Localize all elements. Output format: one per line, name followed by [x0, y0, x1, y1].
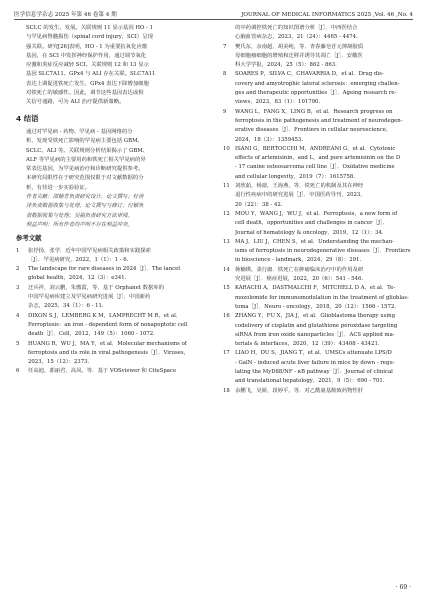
references-heading: 参考文献 — [16, 234, 42, 243]
reference-text — [235, 182, 415, 210]
reference-line: lating the MyD88/NF - κB pathway［J］．Journal of clinical — [235, 368, 393, 375]
reference-line: The landscape for rare diseases in 2024［J］．The lancet — [28, 266, 181, 273]
conflict-statement: 利益声明：所有作者均声明不存在利益冲突。 — [26, 221, 133, 228]
reference-line: codelivery of cisplatin and glutathione peroxidase targeting — [235, 322, 398, 329]
reference-item — [223, 210, 415, 238]
reference-item — [223, 312, 415, 349]
reference-text — [235, 43, 415, 71]
reference-line: 张抒扬，张学．近年中国罕见病相关政策和实践探索 — [28, 247, 151, 254]
reference-line: 科大学学报，2024，25（5）：862 - 863. — [235, 62, 337, 69]
reference-item — [16, 247, 206, 266]
reference-number: 7 — [223, 43, 227, 50]
text-line: 基因，在 SCI 中发挥神经保护作用，通过调节氧化 — [26, 52, 147, 59]
text-line: 析，有待进一步实验验证。 — [26, 184, 91, 191]
reference-item — [223, 349, 415, 386]
reference-item — [16, 265, 206, 284]
reference-line: 2024，18（3）：1359453. — [235, 136, 303, 143]
reference-item — [223, 387, 415, 396]
reference-line: 迂兵祥，刘云鹏，朱傲霞，等．基于 Orphanet 数据库的 — [28, 284, 165, 291]
reference-line: ［J］．罕见病研究，2022，1（1）：1 - 6. — [28, 256, 129, 263]
reference-number: 13 — [223, 238, 230, 245]
reference-text — [235, 387, 415, 396]
reference-line: 中国罕见病库建立及罕见病研究进展［J］．中国新药 — [28, 294, 151, 301]
reference-item — [16, 312, 206, 340]
text-line: 本研究局限性在于研究范围仅限于对文献数据的分 — [26, 175, 144, 182]
reference-number: 1 — [16, 247, 20, 254]
reference-line: 杂志，2025，34（1）：6 - 11. — [28, 303, 104, 310]
reference-number: 12 — [223, 210, 230, 217]
reference-text — [235, 284, 415, 312]
reference-line: - GalN - induced acute liver failure in mice by down - regu- — [235, 359, 395, 366]
reference-number: 6 — [16, 368, 20, 375]
reference-number: 10 — [223, 145, 230, 152]
reference-item — [223, 266, 415, 285]
reference-line: ferroptosis and its role in viral pathogenesis［J］．Viruses， — [28, 349, 190, 356]
text-line: SCLC、ALI 等。关联规则分析结果揭示了 GBM、 — [26, 147, 149, 154]
reference-text — [235, 238, 415, 266]
reference-line: 的中药调控铁死亡的知识图谱分析［J］．中西医结合 — [235, 25, 358, 31]
reference-line: SOARES P，SILVA C，CHAVARRIA D，et al．Drug dis- — [235, 71, 384, 78]
reference-line: isms of ferroptosis in neurodegenerative diseases［J］．Frontiers — [235, 248, 411, 255]
reference-number: 3 — [16, 284, 20, 291]
text-line: 强关联。研究[26]表明，HO - 1 为重要抗氧化应激 — [26, 43, 148, 50]
reference-line: MA J，LIU J，CHEN S，et al．Understanding the mechan- — [235, 238, 394, 245]
reference-line: KARACHI A，DASTMALCHI F，MITCHELL D A，et al．Te- — [235, 285, 396, 292]
reference-item — [223, 182, 415, 210]
references-list — [16, 247, 206, 377]
reference-text — [235, 70, 415, 107]
reference-number: 18 — [223, 387, 230, 394]
reference-line: 余鹏飞，吴娇，段婷平，等．对乙酰氨基酚致药物性肝 — [235, 387, 364, 394]
conclusion-heading: 4 结语 — [16, 113, 39, 123]
reference-line: DIXON S J，LEMBERG K M，LAMPRECHT M R，et al． — [28, 312, 182, 319]
reference-line: effects of artemisinin，and L，and pure artemisinin on the D — [235, 155, 401, 162]
reference-text — [235, 312, 415, 349]
text-line: 与罕见病脊髓损伤（spinal cord injury，SCI）呈现 — [26, 34, 153, 41]
reference-text — [28, 312, 206, 340]
reference-text — [235, 349, 415, 386]
reference-number: 8 — [223, 71, 227, 78]
reference-line: HUANG R，WU J，MA Y，et al．Molecular mechanisms of — [28, 340, 187, 347]
text-line: 关信号通路，可为 ALI 治疗提供新策略。 — [26, 99, 125, 106]
reference-line: mozolomide for immunomodulation in the treatment of glioblas- — [235, 294, 409, 301]
reference-item — [223, 70, 415, 107]
reference-number: 5 — [16, 340, 20, 347]
reference-line: 母细胞瘤细胞的增殖和迁移并诱导其凋亡［J］．安徽医 — [235, 52, 363, 59]
reference-line: 20（22）：38 - 42. — [235, 201, 283, 208]
reference-item — [223, 43, 415, 71]
reference-line: 刘欣茹，杨凛，王海燕，等．铁死亡的机制及其在神经 — [235, 183, 364, 190]
text-line: SCI.C 的发生、发展。关联规则 11 显示基因 HO - 1 — [26, 25, 154, 31]
reference-text — [235, 145, 415, 182]
discussion-paragraph — [16, 24, 206, 108]
conclusion-paragraph — [16, 128, 206, 193]
reference-line: views，2023，83（1）：101790. — [235, 99, 321, 106]
reference-line: and translational hepatology，2021，9（5）：690 - 701. — [235, 378, 385, 385]
reference-line: 2023，15（12）：2373. — [28, 359, 90, 366]
reference-line: ges and therapeutic opportunities［J］．Ageing research re- — [235, 90, 397, 97]
reference-line: 究进展［J］．癌症进展，2022，20（6）：541 - 546. — [235, 276, 364, 283]
reference-item — [223, 238, 415, 266]
reference-text — [235, 108, 415, 145]
reference-text — [28, 367, 206, 376]
reference-item — [223, 145, 415, 182]
reference-line: toma［J］．Neuro - oncology，2018，20（12）：1566 - 1572. — [235, 303, 396, 310]
reference-number: 4 — [16, 312, 20, 319]
reference-text — [235, 266, 415, 285]
reference-line: ZHANG Y，FU X，JIA J，et al．Glioblastoma therapy using — [235, 313, 396, 320]
right-column — [223, 24, 415, 396]
reference-item — [223, 284, 415, 312]
text-line: 常表达基因，为罕见病治疗和诊断研究提供参考。 — [26, 166, 144, 173]
reference-line: - 17 canine osteosarcoma cell line［J］．Oxidative medicine — [235, 164, 395, 171]
reference-line: 蒋楠瑛，柔行庸．铁死亡在肿瘤临床治疗中的作用及研 — [235, 266, 364, 273]
text-line: 对铁死亡的敏感性。因此，调节这些基因表达或相 — [26, 90, 144, 97]
reference-line: 任高迪，郭丽君，高凤，等．基于 VOSviewer 和 CiteSpace — [28, 368, 177, 375]
header-left: 医学信息学杂志 2025 年第 46 卷第 4 期 — [14, 12, 117, 18]
reference-line: covery and amyotrophic lateral sclerosis：emerging challen- — [235, 80, 400, 87]
contribution-line: 责数据收集与处理；吴福负责研究方法审阅。 — [26, 212, 133, 219]
text-line: ALF 等罕见病的主要用药和铁死亡相关罕见病的异 — [26, 156, 146, 163]
reference-item — [223, 24, 415, 43]
reference-line: in bioscience - landmark，2024，29（8）：291. — [235, 257, 362, 264]
reference-text — [28, 247, 206, 266]
reference-line: death［J］．Cell，2012，149（5）：1060 - 1072. — [28, 331, 155, 338]
reference-number: 11 — [223, 183, 230, 190]
text-line: 析，发现受铁死亡影响的罕见病主要包括 GBM、 — [26, 138, 143, 145]
author-contributions — [16, 193, 206, 221]
reference-text — [28, 340, 206, 368]
reference-line: 心脑血管病杂志，2023，21（24）：4465 - 4474. — [235, 34, 358, 41]
reference-line: LIAO H，DU S，JIANG T，et al．UMSCs attenuate LPS/D — [235, 350, 392, 357]
reference-item — [16, 340, 206, 368]
reference-item — [223, 108, 415, 145]
reference-line: 退行性疾病中的研究进展［J］．中国医药导刊，2023， — [235, 192, 366, 199]
reference-line: cell death，opportunities and challenges in cancer［J］． — [235, 220, 389, 227]
reference-number: 16 — [223, 313, 230, 320]
reference-text — [28, 265, 206, 284]
reference-line: ISANI G，BERTOCCHI M，ANDREANI G，et al．Cytotoxic — [235, 145, 396, 152]
reference-line: and cellular longevity，2019（7）：1615758. — [235, 173, 355, 180]
reference-line: global health，2024，12（3）：e341. — [28, 275, 127, 282]
reference-text — [235, 24, 415, 43]
contribution-line: 泽负责数据收集与处理、论文撰写与修订；付颖负 — [26, 203, 144, 210]
reference-line: Ferroptosis：an iron - dependent form of nonapoptotic cell — [28, 321, 188, 328]
reference-line: WANG L，FANG X，LING B，et al．Research progress on — [235, 108, 393, 115]
reference-line: Journal of hematology & oncology，2019，12（1）：34. — [235, 229, 384, 236]
text-line: 通过对罕见病 - 药物、罕见病 - 基因网络的分 — [26, 128, 133, 135]
reference-line: siRNA from iron oxide nanoparticles［J］．ACS applied ma- — [235, 331, 395, 338]
references-list-continued — [223, 24, 415, 396]
reference-text — [235, 210, 415, 238]
text-line: 应激和炎症反应减轻 SCI。关联规则 12 和 13 显示 — [26, 62, 149, 69]
reference-line: MOU Y，WANG J，WU J，et al．Ferroptosis，a new form of — [235, 210, 398, 217]
header-rule — [14, 19, 413, 20]
reference-number — [223, 24, 235, 43]
reference-line: 樊氏东，余南超，胡美纯，等．青春藤皂苷元抑制胶质 — [235, 43, 364, 50]
reference-number: 15 — [223, 285, 230, 292]
reference-number: 9 — [223, 108, 227, 115]
reference-number: 17 — [223, 350, 230, 357]
reference-line: terials & interfaces，2020，12（39）：43408 - 43421. — [235, 341, 380, 348]
reference-text — [28, 284, 206, 312]
reference-number: 14 — [223, 266, 230, 273]
reference-item — [16, 367, 206, 376]
page-number: · 69 · — [395, 584, 411, 591]
reference-line: ferroptosis in the pathogenesis and treatment of neurodegen- — [235, 117, 403, 124]
text-line: 表达上调促进铁死亡发生，GPx4 表达下降增加细胞 — [26, 80, 149, 87]
header-right: JOURNAL OF MEDICAL INFORMATICS 2025 ,Vol. 46 ,No. 4 — [241, 12, 413, 18]
reference-number: 2 — [16, 266, 20, 273]
contribution-line: 作者贡献：邵楠芳负责研究设计、论文撰写；杜涛 — [26, 194, 144, 201]
reference-line: erative diseases［J］．Frontiers in cellular neuroscience， — [235, 127, 392, 134]
reference-item — [16, 284, 206, 312]
text-line: 基因 SLC7A11、GPx4 与 ALI 存在关联。SLC7A11 — [26, 71, 156, 78]
running-header — [14, 6, 413, 18]
left-column — [16, 24, 206, 377]
